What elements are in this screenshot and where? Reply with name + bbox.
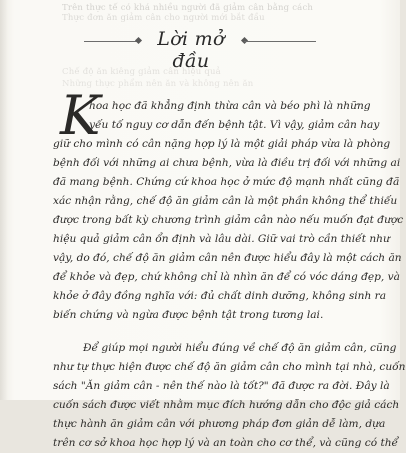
paragraph-gap (53, 325, 391, 339)
text-line: đã mang bệnh. Chứng cứ khoa học ở mức độ mạnh nhất cũng đã (53, 176, 400, 188)
text-line: cuốn sách được viết nhằm mục đích hướng dẫn cho độc giả cách (53, 399, 400, 411)
text-line: yếu tố nguy cơ dẫn đến bệnh tật. Vì vậy, giảm cân hay (89, 119, 380, 131)
chapter-title: Lời mở đầu (157, 28, 225, 72)
text-line: vậy, do đó, chế độ ăn giảm cân nên được hiểu đây là một cách ăn (53, 252, 402, 264)
bleed-through-text: Thực đơn ăn giảm cân cho người mới bắt đầu (62, 13, 265, 23)
text-line: giữ cho mình có cân nặng hợp lý là một giải pháp vừa là phòng (53, 138, 391, 150)
text-line: để khỏe và đẹp, chứ không chỉ là nhìn ăn để có vóc dáng đẹp, và (53, 271, 400, 283)
text-line: bệnh đối với những ai chưa bệnh, vừa là điều trị đối với những ai (53, 157, 401, 169)
text-line: sách "Ăn giảm cân - nên thế nào là tốt?" đã được ra đời. Đây là (53, 380, 390, 392)
text-line: hiệu quả giảm cân ổn định và lâu dài. Giữ vai trò cần thiết như (53, 233, 390, 245)
text-line: hoa học đã khẳng định thừa cân và béo phì là những (89, 100, 371, 112)
text-line: Để giúp mọi người hiểu đúng về chế độ ăn giảm cân, cũng (83, 342, 397, 354)
drop-cap: K (60, 84, 101, 147)
text-line: xác nhận rằng, chế độ ăn giảm cân là một phần không thể thiếu (53, 195, 398, 207)
body-text (53, 97, 406, 453)
bleed-through-text: Trên thực tế có khá nhiều người đã giảm cân bằng cách (62, 3, 314, 13)
bleed-through-text: Chế độ ăn kiêng giảm cân hiệu quả (62, 67, 221, 77)
spine-shadow (0, 0, 8, 400)
text-line: biến chứng và ngừa được bệnh tật trong tương lai. (53, 309, 324, 321)
title-rule-right (244, 41, 316, 42)
text-line: như tự thực hiện được chế độ ăn giảm cân cho mình tại nhà, cuốn (53, 361, 406, 373)
text-line: khỏe ở đây đồng nghĩa với: đủ chất dinh dưỡng, không sinh ra (53, 290, 387, 302)
bleed-through-text: Những thực phẩm nên ăn và không nên ăn (62, 79, 254, 89)
title-rule-left (84, 41, 138, 42)
text-line: thực hành ăn giảm cân với phương pháp đơn giản dễ làm, dựa (53, 418, 386, 430)
text-line: được trong bất kỳ chương trình giảm cân nào nếu muốn đạt được (53, 214, 404, 226)
text-line: trên cơ sở khoa học hợp lý và an toàn cho cơ thể, và cũng có thể (53, 437, 399, 449)
